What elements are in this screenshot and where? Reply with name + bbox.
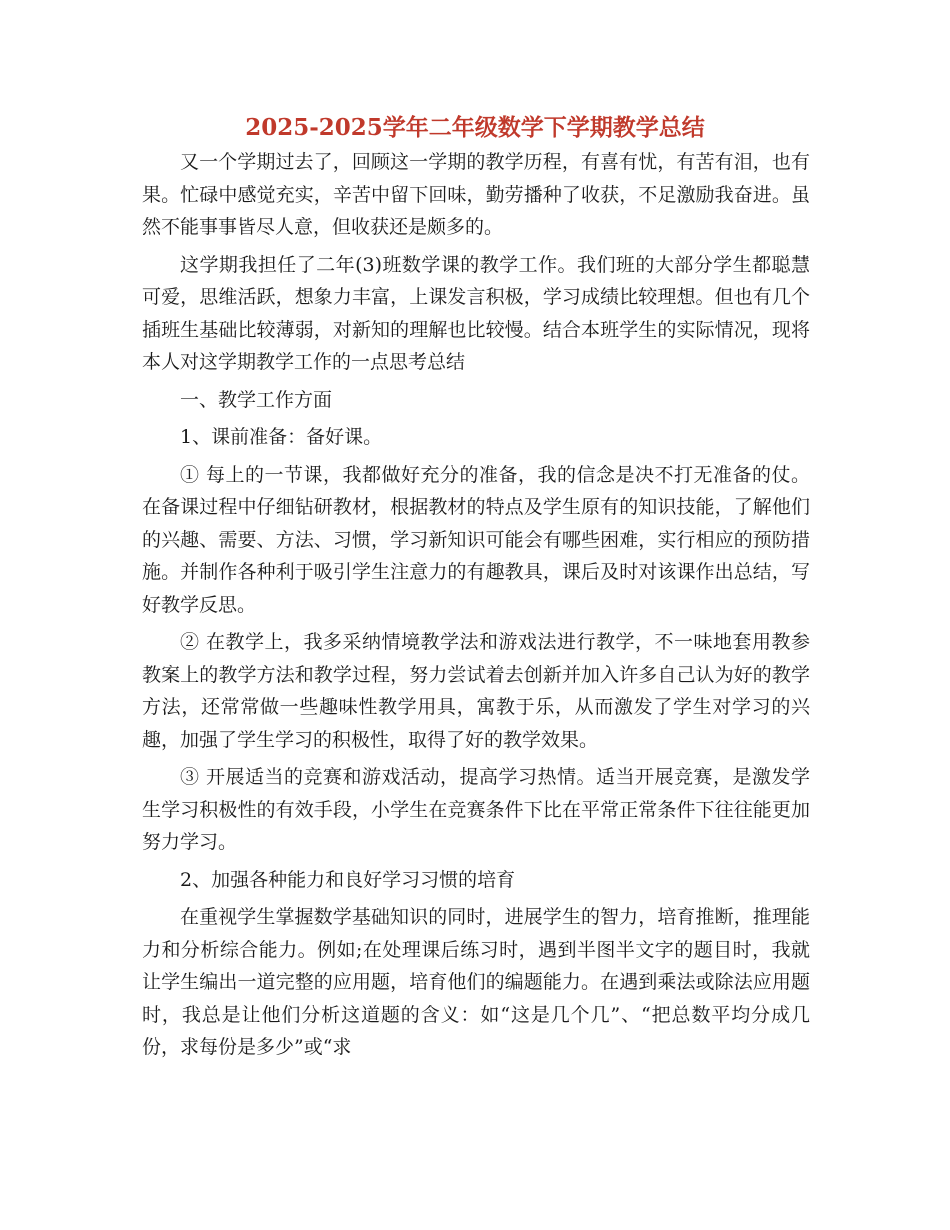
document-title: 2025-2025学年二年级数学下学期教学总结	[245, 114, 705, 141]
paragraph-point-1: ① 每上的一节课，我都做好充分的准备，我的信念是决不打无准备的仗。在备课过程中仔细钻研教材，根据教材的特点及学生原有的知识技能，了解他们的兴趣、需要、方法、习惯，学习新知识可能会有哪些困难，实行相应的预防措施。并制作各种利于吸引学生注意力的有趣教具，课后及时对该课作出总结，写好教学反思。	[142, 463, 810, 616]
subsection-heading-lesson-prep: 1、课前准备：备好课。	[180, 426, 383, 448]
paragraph-abilities: 在重视学生掌握数学基础知识的同时，进展学生的智力，培育推断，推理能力和分析综合能力。例如;在处理课后练习时，遇到半图半文字的题目时，我就让学生编出一道完整的应用题，培育他们的编题能力。在遇到乘法或除法应用题时，我总是让他们分析这道题的含义：如“这是几个几”、“把总数平均分成几份，求每份是多少”或“求	[142, 906, 810, 1058]
paragraph-intro: 又一个学期过去了，回顾这一学期的教学历程，有喜有忧，有苦有泪，也有果。忙碌中感觉充实，辛苦中留下回味，勤劳播种了收获，不足激励我奋进。虽然不能事事皆尽人意，但收获还是颇多的。	[142, 151, 810, 238]
paragraph-point-2: ② 在教学上，我多采纳情境教学法和游戏法进行教学，不一味地套用教参教案上的教学方法和教学过程，努力尝试着去创新并加入许多自己认为好的教学方法，还常常做一些趣味性教学用具，寓教于乐，从而激发了学生对学习的兴趣，加强了学生学习的积极性，取得了好的教学效果。	[142, 631, 810, 751]
document-body	[142, 146, 810, 1069]
section-heading-teaching-work: 一、教学工作方面	[180, 388, 333, 411]
subsection-heading-abilities-habits: 2、加强各种能力和良好学习习惯的培育	[180, 868, 516, 891]
paragraph-class-overview: 这学期我担任了二年(3)班数学课的教学工作。我们班的大部分学生都聪慧可爱，思维活跃，想象力丰富，上课发言积极，学习成绩比较理想。但也有几个插班生基础比较薄弱，对新知的理解也比较慢。结合本班学生的实际情况，现将本人对这学期教学工作的一点思考总结	[142, 253, 810, 373]
paragraph-point-3: ③ 开展适当的竞赛和游戏活动，提高学习热情。适当开展竞赛，是激发学生学习积极性的有效手段，小学生在竞赛条件下比在平常正常条件下往往能更加努力学习。	[142, 766, 810, 853]
